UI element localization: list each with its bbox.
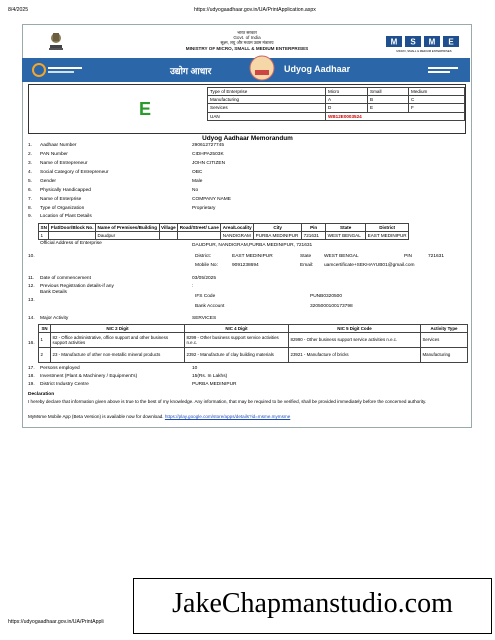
print-url: https://udyogaadhaar.gov.in/UA/PrintApplication.aspx <box>194 7 316 13</box>
table-cell: PURBA MEDINIPUR <box>254 232 302 240</box>
column-header: Flat/Door/Block No. <box>50 225 94 230</box>
field-number: 7. <box>28 197 33 202</box>
mobile-label: Mobile No: <box>195 263 218 268</box>
ifs-value: PUNB0320500 <box>310 294 343 299</box>
mobile-app-text: MyMsme Mobile App (Beta Version) is available now for download. <box>28 414 164 419</box>
make-in-india-logo-icon <box>426 62 464 78</box>
table-cell: 2 <box>39 348 51 363</box>
table-header-row <box>39 325 468 333</box>
print-footer-url: https://udyogaadhaar.gov.in/UA/PrintAppli <box>8 619 104 625</box>
ministry-line-hindi: सूक्ष्म, लघु और मध्यम उद्यम मंत्रालय <box>220 40 274 46</box>
table-cell: Services <box>421 333 468 348</box>
print-date: 8/4/2025 <box>8 7 29 13</box>
mobile-app-note <box>28 414 290 419</box>
table-row <box>208 88 465 96</box>
field-number: 12. <box>28 284 35 289</box>
bank-details-label: Bank Details <box>40 290 67 295</box>
column-header: Pin <box>302 224 326 232</box>
state-label: State <box>300 254 312 259</box>
play-store-link[interactable]: https://play.google.com/store/apps/details?id=msme.mymsme <box>164 414 291 419</box>
uan-value: WB12E0003524 <box>326 112 465 120</box>
email-label: Email: <box>300 263 314 268</box>
watermark-text: JakeChapmanstudio.com <box>172 588 453 619</box>
column-header: SN <box>39 325 51 333</box>
column-header: SN <box>40 225 47 230</box>
table-row <box>208 96 465 104</box>
table-row <box>208 112 465 120</box>
table-cell <box>178 232 221 240</box>
column-header: Name of Premises/Building <box>97 225 157 230</box>
table-cell: Micro <box>326 88 368 96</box>
table-cell: 2392 - Manufacture of clay building materials <box>185 348 289 363</box>
udyog-aadhaar-bar <box>22 58 470 82</box>
enterprise-type-table <box>207 87 465 121</box>
pan-label: PAN Number <box>40 152 68 157</box>
district-label: District: <box>195 254 211 259</box>
gov-line-hindi: भारत सरकार <box>237 30 257 35</box>
previous-registration-value: : <box>192 284 194 289</box>
enterprise-name-value: COMPANY NAME <box>192 197 232 202</box>
persons-employed-label: Persons employed <box>40 366 80 371</box>
aadhaar-value: 290612727745 <box>192 143 225 148</box>
organization-type-value: Proprietary <box>192 206 216 211</box>
table-cell: 1 <box>39 232 49 240</box>
column-header: Activity Type <box>421 325 468 333</box>
table-cell: C <box>409 96 465 104</box>
table-cell: 23921 - Manufacture of bricks <box>289 348 421 363</box>
investment-label: Investment (Plant & Machinery / Equipment's) <box>40 374 138 379</box>
column-header: NIC 5 Digit Code <box>289 325 421 333</box>
plant-location-table <box>38 223 409 240</box>
mobile-value: 9091238694 <box>232 263 259 268</box>
banner-hindi-title: उद्योग आधार <box>170 66 212 76</box>
gender-value: Male <box>192 179 203 184</box>
field-number: 1. <box>28 143 33 148</box>
table-row <box>208 104 465 112</box>
table-cell: D <box>326 104 368 112</box>
field-number: 11. <box>28 276 35 281</box>
table-cell: 8299 - Other business support service activities n.e.c. <box>185 333 289 348</box>
svg-text:E: E <box>448 37 454 47</box>
declaration-text: I hereby declare that information given above is true to the best of my knowledge. Any information, that may be required to be verified, shall be provided immediately before the concerned authority. <box>28 399 427 404</box>
field-number: 8. <box>28 206 33 211</box>
district-industry-centre-value: PURBA MEDINIPUR <box>192 382 237 387</box>
table-cell: E <box>368 104 409 112</box>
table-cell: F <box>409 104 465 112</box>
investment-value: 15(Rs. In Lakhs) <box>192 374 228 379</box>
entrepreneur-value: JOHN CITIZEN <box>192 161 226 166</box>
column-header: District <box>366 224 409 232</box>
entrepreneur-label: Name of Entrepreneur <box>40 161 88 166</box>
gov-line-english: Govt. of India <box>233 35 261 41</box>
table-cell: 82990 - Other business support service activities n.e.c. <box>289 333 421 348</box>
field-number: 2. <box>28 152 33 157</box>
handicapped-value: No <box>192 188 199 193</box>
official-address-label: Official Address of Enterprise <box>40 241 102 246</box>
national-emblem-icon <box>46 30 66 52</box>
state-value: WEST BENGAL <box>324 254 359 259</box>
field-number: 5. <box>28 179 33 184</box>
ministry-line-english: MINISTRY OF MICRO, SMALL & MEDIUM ENTERPRISES <box>185 45 309 51</box>
table-cell: Small <box>368 88 409 96</box>
field-number: 18. <box>28 374 35 379</box>
column-header: NIC 4 Digit <box>185 325 289 333</box>
table-row <box>39 348 468 363</box>
pan-value: CIDHPA2503K <box>192 152 224 157</box>
social-category-label: Social Category of Entrepreneur <box>40 170 109 175</box>
banner-english-title: Udyog Aadhaar <box>284 64 351 74</box>
category-letter: E <box>139 99 152 119</box>
previous-registration-label: Previous Registration details-if any <box>40 284 114 289</box>
digital-india-logo-icon <box>30 61 90 79</box>
table-cell: Manufacturing <box>421 348 468 363</box>
handicapped-label: Physically Handicapped <box>40 188 91 193</box>
field-number: 16. <box>28 341 35 346</box>
commencement-label: Date of commencement <box>40 276 91 281</box>
column-header: NIC 2 Digit <box>51 325 185 333</box>
table-cell: Daudpur <box>96 232 159 240</box>
declaration-heading: Declaration <box>28 392 55 397</box>
table-row <box>39 232 409 240</box>
table-cell <box>159 232 178 240</box>
government-title <box>102 30 392 51</box>
major-activity-label: Major Activity <box>40 316 69 321</box>
field-number: 14. <box>28 316 35 321</box>
pin-value: 721631 <box>428 254 445 259</box>
column-header: State <box>326 224 366 232</box>
social-category-value: OBC <box>192 170 203 175</box>
table-cell: A <box>326 96 368 104</box>
field-number: 17. <box>28 366 35 371</box>
table-cell: B <box>368 96 409 104</box>
major-activity-value: SERVICES <box>192 316 217 321</box>
field-number: 4. <box>28 170 33 175</box>
watermark-box <box>133 578 492 634</box>
table-cell: 721631 <box>302 232 326 240</box>
bank-account-value: 3205000100173798 <box>310 304 353 309</box>
table-cell: 82 - Office administrative, office support and other business support activities <box>51 333 185 348</box>
column-header: City <box>254 224 302 232</box>
enterprise-name-label: Name of Enterprise <box>40 197 82 202</box>
table-cell: Manufacturing <box>208 96 326 104</box>
nic-code-table <box>38 324 468 363</box>
aadhaar-label: Aadhaar Number <box>40 143 77 148</box>
svg-text:M: M <box>428 37 436 47</box>
plant-location-label: Location of Plant Details <box>40 214 92 219</box>
district-industry-centre-label: District Industry Centre <box>40 382 89 387</box>
msme-caption: MICRO, SMALL & MEDIUM ENTERPRISES <box>396 49 452 53</box>
table-cell: Services <box>208 104 326 112</box>
table-cell: 1 <box>39 333 51 348</box>
field-number: 10. <box>28 254 35 259</box>
table-cell: NANDIGRAM <box>221 232 254 240</box>
gender-label: Gender <box>40 179 56 184</box>
field-number: 13. <box>28 298 35 303</box>
column-header: Road/Street/ Lane <box>179 225 219 230</box>
msme-seal-icon <box>246 54 278 82</box>
svg-text:M: M <box>390 37 398 47</box>
table-cell: WEST BENGAL <box>326 232 366 240</box>
commencement-value: 03/05/2025 <box>192 276 217 281</box>
uan-label: UAN <box>208 112 326 120</box>
table-header-row <box>39 224 409 232</box>
table-cell: 23 - Manufacture of other non-metallic mineral products <box>51 348 185 363</box>
column-header: Village <box>161 225 176 230</box>
table-cell: EAST MEDINIPUR <box>367 233 407 238</box>
pin-label: PIN <box>404 254 412 259</box>
field-number: 3. <box>28 161 33 166</box>
persons-employed-value: 10 <box>192 366 198 371</box>
table-cell <box>49 232 96 240</box>
field-number: 6. <box>28 188 33 193</box>
field-number: 9. <box>28 214 33 219</box>
column-header: Area/Locality <box>222 225 252 230</box>
svg-text:S: S <box>410 37 416 47</box>
ifs-label: IFS Code <box>195 294 216 299</box>
field-number: 19. <box>28 382 35 387</box>
bank-account-label: Bank Account <box>195 304 225 309</box>
table-cell: Medium <box>409 88 465 96</box>
district-value: EAST MEDINIPUR <box>232 254 273 259</box>
official-address-value: DAUDPUR, NANDIGRAM,PURBA MEDINIPUR, 721631 <box>192 243 313 248</box>
memorandum-title: Udyog Aadhaar Memorandum <box>202 135 293 142</box>
table-cell: Type of Enterprise <box>208 88 326 96</box>
organization-type-label: Type of Organization <box>40 206 85 211</box>
table-row <box>39 333 468 348</box>
email-value: uamcertificate+SEKHAYUB01@gmail.com <box>324 263 415 268</box>
